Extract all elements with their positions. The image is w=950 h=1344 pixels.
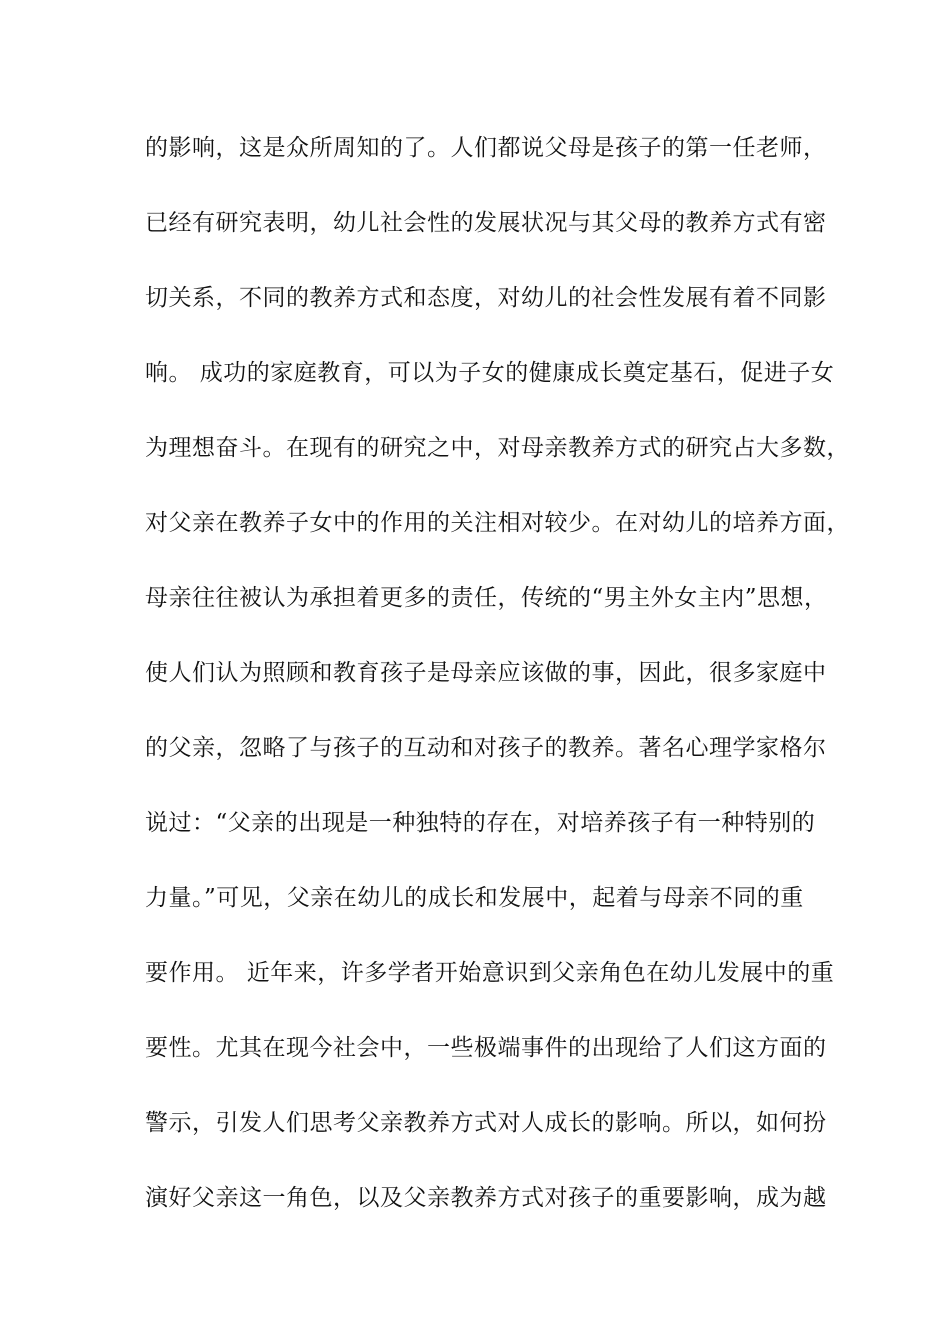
text-line: 要作用。 近年来，许多学者开始意识到父亲角色在幼儿发展中的重: [145, 960, 835, 986]
text-line: 切关系，不同的教养方式和态度，对幼儿的社会性发展有着不同影: [145, 285, 827, 311]
text-line: 的父亲，忽略了与孩子的互动和对孩子的教养。著名心理学家格尔: [145, 735, 827, 761]
text-line: 已经有研究表明，幼儿社会性的发展状况与其父母的教养方式有密: [145, 210, 827, 236]
text-line: 响。 成功的家庭教育，可以为子女的健康成长奠定基石，促进子女: [145, 360, 835, 386]
text-line: 对父亲在教养子女中的作用的关注相对较少。在对幼儿的培养方面，: [145, 510, 850, 536]
text-line: 演好父亲这一角色，以及父亲教养方式对孩子的重要影响，成为越: [145, 1185, 827, 1211]
text-line: 要性。尤其在现今社会中，一些极端事件的出现给了人们这方面的: [145, 1035, 827, 1061]
text-line: 的影响，这是众所周知的了。人们都说父母是孩子的第一任老师，: [145, 135, 827, 161]
text-line: 为理想奋斗。在现有的研究之中，对母亲教养方式的研究占大多数，: [145, 435, 850, 461]
body-text: [145, 128, 850, 1253]
text-line: 力量。”可见，父亲在幼儿的成长和发展中，起着与母亲不同的重: [145, 885, 804, 911]
text-line: 母亲往往被认为承担着更多的责任，传统的“男主外女主内”思想，: [145, 585, 828, 611]
text-line: 警示，引发人们思考父亲教养方式对人成长的影响。所以，如何扮: [145, 1110, 827, 1136]
text-line: 说过：“父亲的出现是一种独特的存在，对培养孩子有一种特别的: [145, 810, 816, 836]
text-line: 使人们认为照顾和教育孩子是母亲应该做的事，因此，很多家庭中: [145, 660, 827, 686]
